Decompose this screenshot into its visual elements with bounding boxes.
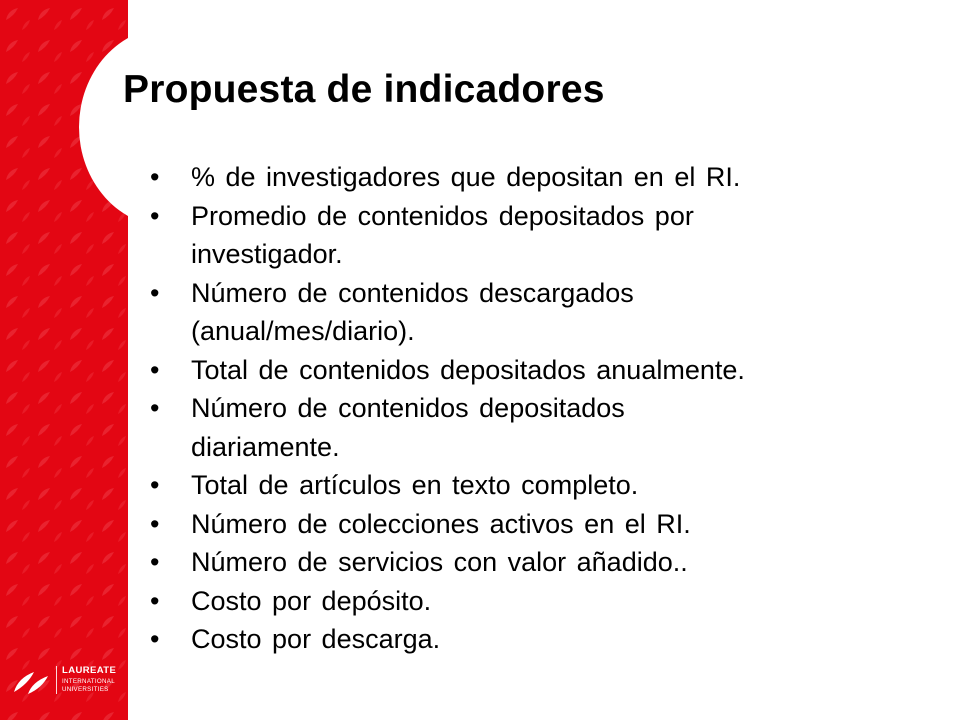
logo-line-international: INTERNATIONAL: [62, 678, 115, 685]
list-item: [150, 543, 950, 582]
bullet-icon: •: [150, 162, 160, 192]
list-item-line: Número de contenidos descargados: [191, 277, 634, 308]
list-item: [150, 274, 950, 351]
list-item-line: Costo por depósito.: [191, 585, 432, 616]
list-item: [150, 620, 950, 659]
logo-separator: [56, 666, 57, 694]
bullet-icon: •: [150, 470, 160, 500]
slide-title: Propuesta de indicadores: [123, 68, 605, 111]
indicator-list: [150, 158, 950, 659]
bullet-icon: •: [150, 547, 160, 577]
list-item-line: Total de artículos en texto completo.: [191, 470, 639, 500]
bullet-icon: •: [150, 585, 160, 616]
bullet-icon: •: [150, 354, 160, 385]
list-item-line: Costo por descarga.: [191, 624, 441, 654]
list-item: [150, 505, 950, 544]
list-item: [150, 197, 950, 274]
list-item-line: % de investigadores que depositan en el RI.: [191, 162, 741, 192]
list-item-line: Promedio de contenidos depositados por: [191, 200, 694, 231]
list-item-line: Número de contenidos depositados: [191, 393, 625, 423]
list-item-line: (anual/mes/diario).: [191, 316, 415, 346]
list-item: [150, 158, 950, 197]
logo-line-universities: UNIVERSITIES: [62, 686, 109, 693]
bullet-icon: •: [150, 508, 160, 539]
list-item: [150, 351, 950, 390]
bullet-icon: •: [150, 277, 160, 308]
laureate-leaf-icon: [12, 664, 52, 696]
bullet-icon: •: [150, 624, 160, 654]
laureate-logo: [12, 662, 122, 698]
list-item-line: Total de contenidos depositados anualmente.: [191, 354, 745, 385]
list-item-line: Número de servicios con valor añadido..: [191, 547, 688, 577]
list-item: [150, 466, 950, 505]
list-item-line: Número de colecciones activos en el RI.: [191, 508, 691, 539]
logo-brand: LAUREATE: [62, 665, 117, 676]
list-item: [150, 582, 950, 621]
list-item: [150, 389, 950, 466]
bullet-icon: •: [150, 393, 160, 423]
list-item-line: investigador.: [191, 239, 343, 269]
bullet-icon: •: [150, 200, 160, 231]
list-item-line: diariamente.: [191, 431, 340, 462]
